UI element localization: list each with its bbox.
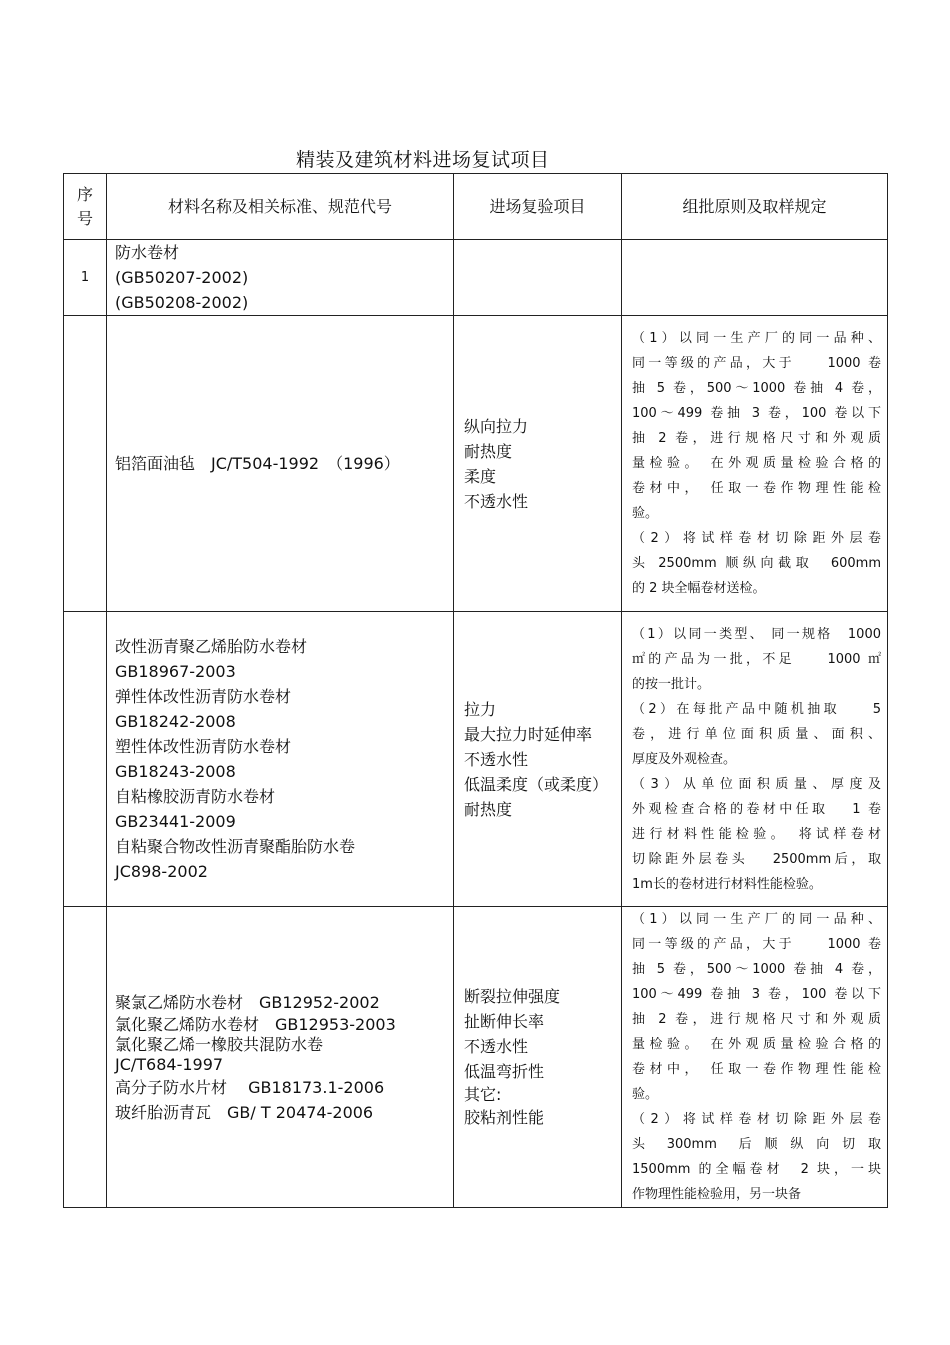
table-row xyxy=(64,240,888,316)
rule-line: 100～499 卷抽 3 卷，100 卷以下 xyxy=(632,406,881,421)
test-item: 扯断伸长率 xyxy=(464,1012,545,1031)
rule-line: 卷材中， 任取一卷作物理性能检 xyxy=(632,1062,881,1077)
test-item: 不透水性 xyxy=(464,1037,529,1056)
rule-line: 卷材中， 任取一卷作物理性能检 xyxy=(632,481,881,496)
rule-line: 切除距外层卷头 2500mm后，取 xyxy=(632,851,881,867)
rule-line: 验。 xyxy=(632,506,659,521)
material-line: 自粘聚合物改性沥青聚酯胎防水卷 xyxy=(115,837,356,856)
rule-line: （2）将试样卷材切除距外层卷 xyxy=(632,531,881,546)
rules-cell xyxy=(622,612,888,907)
material-line: 聚氯乙烯防水卷材 GB12952-2002 xyxy=(115,992,380,1012)
rule-line: 的按一批计。 xyxy=(632,676,711,692)
rule-line: 进行材料性能检验。 将试样卷材 xyxy=(632,826,881,842)
test-item: 柔度 xyxy=(464,466,497,486)
rule-line: 头 300mm 后 顺 纵 向 切 取 xyxy=(632,1137,881,1152)
test-item: 胶粘剂性能 xyxy=(464,1108,545,1127)
rule-line: （2）将试样卷材切除距外层卷 xyxy=(632,1112,881,1127)
materials-table xyxy=(63,173,888,1208)
rule-line: 抽 2 卷，进行规格尺寸和外观质 xyxy=(632,1012,881,1027)
test-item: 断裂拉伸强度 xyxy=(464,987,561,1006)
row-seq xyxy=(64,316,107,612)
test-item: 不透水性 xyxy=(464,491,529,511)
rule-line: 厚度及外观检查。 xyxy=(632,751,737,767)
rule-line: 抽 5 卷，500～1000 卷抽 4 卷， xyxy=(632,381,881,396)
material-cell xyxy=(107,907,454,1208)
row-seq: 1 xyxy=(64,240,107,316)
material-cell xyxy=(107,240,454,316)
material-line: 铝箔面油毡 JC/T504-1992 （1996） xyxy=(115,454,400,473)
test-item: 其它: xyxy=(464,1085,502,1104)
rule-line: （1）以同一类型、 同一规格 1000 xyxy=(632,626,881,642)
items-cell xyxy=(454,240,622,316)
row-seq xyxy=(64,612,107,907)
rule-line: 1500mm 的全幅卷材 2 块，一块 xyxy=(632,1162,881,1177)
items-cell xyxy=(454,612,622,907)
rule-line: 作物理性能检验用，另一块备 xyxy=(632,1187,802,1202)
rule-line: 量检验。 在外观质量检验合格的 xyxy=(632,1037,881,1052)
rule-line: （1）以同一生产厂的同一品种、 xyxy=(632,912,881,927)
rule-line: 抽 2 卷，进行规格尺寸和外观质 xyxy=(632,431,881,446)
rule-line: 量检验。 在外观质量检验合格的 xyxy=(632,456,881,471)
table-row xyxy=(64,907,888,1208)
rule-line: （3）从单位面积质量、厚度及 xyxy=(632,776,881,792)
row-seq xyxy=(64,907,107,1208)
rule-line: 头 2500mm 顺纵向截取 600mm xyxy=(632,556,881,571)
material-cell xyxy=(107,316,454,612)
table-row xyxy=(64,316,888,612)
rule-line: （2）在每批产品中随机抽取 5 xyxy=(632,701,881,717)
rule-line: 同一等级的产品，大于 1000 卷 xyxy=(632,937,881,952)
rules-cell xyxy=(622,907,888,1208)
test-item: 不透水性 xyxy=(464,749,529,769)
test-item: 耐热度 xyxy=(464,799,513,819)
test-item: 低温弯折性 xyxy=(464,1062,545,1081)
material-line: 自粘橡胶沥青防水卷材 xyxy=(115,787,276,806)
rule-line: （1）以同一生产厂的同一品种、 xyxy=(632,331,881,346)
test-item: 最大拉力时延伸率 xyxy=(464,724,593,744)
material-line: 防水卷材 xyxy=(115,243,180,262)
material-line: 塑性体改性沥青防水卷材 xyxy=(115,737,292,756)
items-cell xyxy=(454,316,622,612)
rule-line: 100～499 卷抽 3 卷，100 卷以下 xyxy=(632,987,881,1002)
material-line: 高分子防水片材 GB18173.1-2006 xyxy=(115,1077,385,1097)
material-line: JC/T684-1997 xyxy=(115,1054,224,1074)
material-line: 氯化聚乙烯防水卷材 GB12953-2003 xyxy=(115,1014,396,1034)
material-line: GB23441-2009 xyxy=(115,812,236,831)
table-row xyxy=(64,612,888,907)
rules-cell xyxy=(622,240,888,316)
items-cell xyxy=(454,907,622,1208)
material-line: 玻纤胎沥青瓦 GB/ T 20474-2006 xyxy=(115,1102,374,1122)
rule-line: 抽 5 卷，500～1000 卷抽 4 卷， xyxy=(632,962,881,977)
rule-line: 1m长的卷材进行材料性能检验。 xyxy=(632,876,822,892)
material-line: JC898-2002 xyxy=(115,862,208,881)
rule-line: ㎡的产品为一批，不足 1000 ㎡ xyxy=(632,651,881,667)
rule-line: 的 2 块全幅卷材送检。 xyxy=(632,581,766,596)
material-cell xyxy=(107,612,454,907)
header-material: 材料名称及相关标准、规范代号 xyxy=(107,174,454,240)
test-item: 耐热度 xyxy=(464,441,513,461)
rule-line: 卷，进行单位面积质量、面积、 xyxy=(632,726,881,742)
test-item: 纵向拉力 xyxy=(464,416,529,436)
table-header-row xyxy=(64,174,888,240)
material-line: 改性沥青聚乙烯胎防水卷材 xyxy=(115,637,308,656)
material-line: (GB50207-2002) xyxy=(115,268,249,287)
material-line: GB18242-2008 xyxy=(115,712,236,731)
material-line: 氯化聚乙烯一橡胶共混防水卷 xyxy=(115,1034,324,1054)
rule-line: 验。 xyxy=(632,1087,659,1102)
test-item: 拉力 xyxy=(464,699,497,719)
page-title: 精装及建筑材料进场复试项目 xyxy=(296,149,550,171)
rules-cell xyxy=(622,316,888,612)
test-item: 低温柔度（或柔度） xyxy=(464,774,609,794)
rule-line: 同一等级的产品，大于 1000 卷 xyxy=(632,356,881,371)
header-seq: 序号 xyxy=(64,174,107,240)
header-rules: 组批原则及取样规定 xyxy=(622,174,888,240)
material-line: 弹性体改性沥青防水卷材 xyxy=(115,687,292,706)
material-line: GB18243-2008 xyxy=(115,762,236,781)
material-line: (GB50208-2002) xyxy=(115,293,249,312)
rule-line: 外观检查合格的卷材中任取 1 卷 xyxy=(632,801,881,817)
header-items: 进场复验项目 xyxy=(454,174,622,240)
material-line: GB18967-2003 xyxy=(115,662,236,681)
